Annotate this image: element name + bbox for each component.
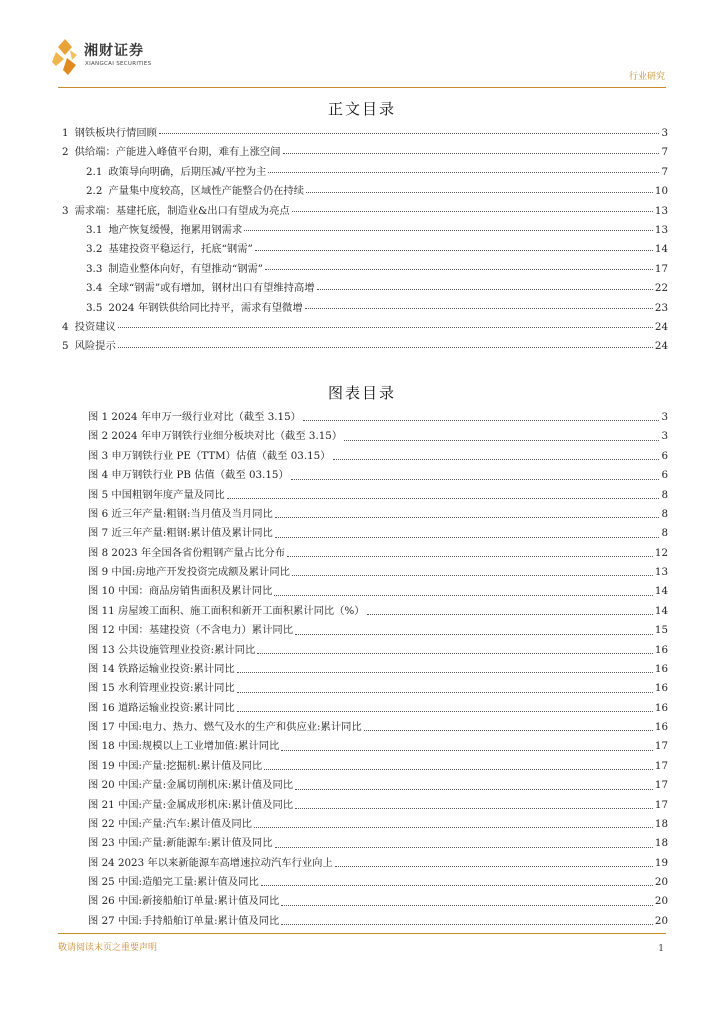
page-number: 1 xyxy=(658,944,664,954)
figure-entry-page: 8 xyxy=(661,527,668,540)
figure-entry-title: 图 22 中国:产量:汽车:累计值及同比 xyxy=(88,817,252,830)
toc-entry-title: 地产恢复缓慢，拖累用钢需求 xyxy=(108,223,243,236)
figure-entry-page: 13 xyxy=(654,566,668,578)
figure-entry-page: 17 xyxy=(654,740,668,753)
figure-entry-title: 图 11 房屋竣工面积、施工面积和新开工面积累计同比（%） xyxy=(88,604,365,617)
toc-entry-page: 10 xyxy=(654,185,668,198)
toc-entry-number: 3.5 xyxy=(86,301,103,314)
dot-leader xyxy=(264,769,653,770)
toc-entry-title: 投资建议 xyxy=(74,320,116,333)
figure-entry-title: 图 27 中国:手持船舶订单量:累计值及同比 xyxy=(88,914,280,927)
figure-entry[interactable] xyxy=(88,737,668,756)
dot-leader xyxy=(275,537,660,538)
figure-entry-page: 12 xyxy=(654,546,668,559)
toc-entry[interactable] xyxy=(58,299,668,318)
logo-mark-icon xyxy=(52,38,78,76)
dot-leader xyxy=(281,750,653,751)
figure-entry-title: 图 12 中国：基建投资（不含电力）累计同比 xyxy=(88,624,293,637)
toc-entry-number: 2 xyxy=(62,146,69,159)
dot-leader xyxy=(292,575,653,576)
toc-entry-page: 22 xyxy=(654,282,668,295)
figure-entry-page: 20 xyxy=(654,914,668,927)
figure-entry-page: 16 xyxy=(654,682,668,695)
figure-entry-title: 图 7 近三年产量:粗钢:累计值及累计同比 xyxy=(88,527,273,540)
figure-entry-page: 16 xyxy=(654,721,668,733)
toc-entry-page: 13 xyxy=(654,204,668,217)
toc-entry-page: 7 xyxy=(661,165,668,178)
toc-entry-title: 基建投资平稳运行，托底“钢需” xyxy=(108,243,253,256)
toc-entry-number: 4 xyxy=(62,320,69,333)
toc-entry-number: 2.1 xyxy=(86,165,103,178)
dot-leader xyxy=(295,789,653,790)
figure-entry-page: 20 xyxy=(654,895,668,908)
figure-entry-page: 16 xyxy=(654,701,668,714)
toc-entry-page: 13 xyxy=(654,223,668,236)
figure-entry-title: 图 14 铁路运输业投资:累计同比 xyxy=(88,662,235,675)
figure-entry-page: 8 xyxy=(661,507,668,520)
dot-leader xyxy=(237,672,653,673)
figure-entry[interactable] xyxy=(88,834,668,853)
figure-list xyxy=(88,408,668,931)
dot-leader xyxy=(227,498,660,499)
logo-name-en: XIANGCAI SECURITIES xyxy=(85,61,152,67)
figure-entry-page: 6 xyxy=(661,449,668,462)
figure-entry[interactable] xyxy=(88,757,668,776)
toc-entry-number: 3.4 xyxy=(86,282,103,295)
toc-entry-page: 17 xyxy=(654,262,668,275)
toc-entry[interactable] xyxy=(58,318,668,337)
dot-leader xyxy=(254,827,653,828)
figure-entry-page: 14 xyxy=(654,604,668,617)
toc-entry[interactable] xyxy=(58,163,668,182)
dot-leader xyxy=(275,847,653,848)
toc-entry-title: 全球“钢需”或有增加，钢材出口有望维持高增 xyxy=(108,282,315,295)
figure-entry[interactable] xyxy=(88,679,668,698)
toc-entry[interactable] xyxy=(58,143,668,162)
toc-entry-number: 2.2 xyxy=(86,185,103,198)
dot-leader xyxy=(364,730,653,731)
toc-entry-page: 24 xyxy=(654,340,668,353)
figure-entry[interactable] xyxy=(88,447,668,466)
figure-entry[interactable] xyxy=(88,602,668,621)
footer-divider xyxy=(58,933,666,934)
dot-leader xyxy=(261,885,653,886)
figure-entry-title: 图 3 申万钢铁行业 PE（TTM）估值（截至 03.15） xyxy=(88,449,331,462)
figure-entry-page: 16 xyxy=(654,643,668,656)
figure-list-title: 图表目录 xyxy=(327,384,396,402)
dot-leader xyxy=(367,614,653,615)
figure-entry[interactable] xyxy=(88,699,668,718)
toc-entry-title: 制造业整体向好，有望推动“钢需” xyxy=(108,262,264,275)
toc-entry-number: 5 xyxy=(62,340,69,353)
figure-entry[interactable] xyxy=(88,582,668,601)
dot-leader xyxy=(305,308,653,309)
toc-entry[interactable] xyxy=(58,202,668,221)
figure-entry[interactable] xyxy=(88,641,668,660)
figure-entry-page: 19 xyxy=(654,856,668,869)
dot-leader xyxy=(295,634,653,635)
figure-entry-page: 15 xyxy=(654,624,668,637)
logo-name-cn: 湘财证券 xyxy=(84,43,144,59)
toc-entry-title: 产量集中度较高，区域性产能整合仍在持续 xyxy=(108,185,305,198)
figure-entry-title: 图 9 中国:房地产开发投资完成额及累计同比 xyxy=(88,566,290,578)
dot-leader xyxy=(335,866,653,867)
toc-entry-title: 供给端：产能进入峰值平台期，难有上涨空间 xyxy=(74,146,281,159)
figure-entry-page: 14 xyxy=(654,585,668,598)
page-header xyxy=(0,0,724,90)
figure-entry-title: 图 18 中国:规模以上工业增加值:累计同比 xyxy=(88,740,280,753)
figure-entry-page: 3 xyxy=(661,430,668,443)
dot-leader xyxy=(255,250,653,251)
figure-entry-page: 20 xyxy=(654,876,668,888)
dot-leader xyxy=(274,595,652,596)
figure-entry-page: 17 xyxy=(654,759,668,772)
toc-entry[interactable] xyxy=(58,279,668,298)
dot-leader xyxy=(281,924,653,925)
toc-entry-page: 3 xyxy=(661,127,668,139)
figure-entry-title: 图 8 2023 年全国各省份粗钢产量占比分布 xyxy=(88,546,286,559)
dot-leader xyxy=(281,905,653,906)
dot-leader xyxy=(118,347,653,348)
toc-entry-number: 3.1 xyxy=(86,223,103,236)
dot-leader xyxy=(333,459,660,460)
dot-leader xyxy=(159,133,660,134)
figure-entry[interactable] xyxy=(88,427,668,446)
figure-entry[interactable] xyxy=(88,563,668,582)
dot-leader xyxy=(265,269,653,270)
toc-entry-title: 钢铁板块行情回顾 xyxy=(74,127,157,139)
dot-leader xyxy=(237,711,653,712)
dot-leader xyxy=(275,517,660,518)
toc-entry[interactable] xyxy=(58,124,668,143)
figure-entry-title: 图 21 中国:产量:金属成形机床:累计值及同比 xyxy=(88,798,294,811)
toc-entry-page: 14 xyxy=(654,243,668,256)
toc-entry[interactable] xyxy=(58,260,668,279)
toc-entry[interactable] xyxy=(58,221,668,240)
dot-leader xyxy=(303,420,660,421)
dot-leader xyxy=(295,808,653,809)
figure-entry-title: 图 2 2024 年申万钢铁行业细分板块对比（截至 3.15） xyxy=(88,430,343,443)
figure-entry-title: 图 4 申万钢铁行业 PB 估值（截至 03.15） xyxy=(88,469,289,482)
toc-title: 正文目录 xyxy=(327,100,396,118)
toc-entry-number: 3.2 xyxy=(86,243,103,256)
figure-entry[interactable] xyxy=(88,854,668,873)
toc-entry-page: 24 xyxy=(654,320,668,333)
figure-entry[interactable] xyxy=(88,660,668,679)
dot-leader xyxy=(118,327,653,328)
figure-entry[interactable] xyxy=(88,815,668,834)
toc-entry-title: 需求端：基建托底，制造业&出口有望成为亮点 xyxy=(74,204,290,217)
toc-entry[interactable] xyxy=(58,240,668,259)
figure-entry-title: 图 10 中国：商品房销售面积及累计同比 xyxy=(88,585,273,598)
figure-entry-title: 图 23 中国:产量:新能源车:累计值及同比 xyxy=(88,837,273,850)
dot-leader xyxy=(317,289,653,290)
figure-entry-page: 18 xyxy=(654,817,668,830)
disclaimer-note: 敬请阅读末页之重要声明 xyxy=(58,943,158,953)
figure-entry[interactable] xyxy=(88,912,668,931)
toc-entry-number: 3.3 xyxy=(86,262,103,275)
dot-leader xyxy=(306,192,653,193)
dot-leader xyxy=(283,153,660,154)
figure-entry-page: 3 xyxy=(661,411,668,423)
toc-entry[interactable] xyxy=(58,337,668,356)
figure-entry-title: 图 16 道路运输业投资:累计同比 xyxy=(88,701,235,714)
dot-leader xyxy=(287,556,653,557)
figure-entry-page: 18 xyxy=(654,837,668,850)
figure-entry[interactable] xyxy=(88,776,668,795)
figure-entry-page: 16 xyxy=(654,662,668,675)
toc-entry-page: 7 xyxy=(661,146,668,159)
figure-entry-title: 图 1 2024 年申万一级行业对比（截至 3.15） xyxy=(88,411,301,423)
toc-entry-title: 风险提示 xyxy=(74,340,116,353)
report-category: 行业研究 xyxy=(628,72,665,82)
figure-entry[interactable] xyxy=(88,544,668,563)
figure-entry[interactable] xyxy=(88,524,668,543)
figure-entry-title: 图 19 中国:产量:挖掘机:累计值及同比 xyxy=(88,759,263,772)
toc-entry-number: 3 xyxy=(62,204,69,217)
toc-entry-title: 2024 年钢铁供给同比持平，需求有望微增 xyxy=(108,301,303,314)
figure-entry-title: 图 26 中国:新接船舶订单量:累计值及同比 xyxy=(88,895,280,908)
figure-entry-page: 17 xyxy=(654,779,668,792)
figure-entry-title: 图 20 中国:产量:金属切削机床:累计值及同比 xyxy=(88,779,294,792)
figure-entry[interactable] xyxy=(88,796,668,815)
figure-entry-title: 图 13 公共设施管理业投资:累计同比 xyxy=(88,643,256,656)
dot-leader xyxy=(291,479,660,480)
dot-leader xyxy=(244,230,653,231)
toc-entry-number: 1 xyxy=(62,127,69,139)
dot-leader xyxy=(292,211,653,212)
figure-entry[interactable] xyxy=(88,621,668,640)
figure-entry[interactable] xyxy=(88,408,668,427)
figure-entry[interactable] xyxy=(88,466,668,485)
figure-entry[interactable] xyxy=(88,505,668,524)
dot-leader xyxy=(344,440,659,441)
toc-list xyxy=(58,124,668,357)
header-divider xyxy=(58,87,666,88)
figure-entry-title: 图 6 近三年产量:粗钢:当月值及当月同比 xyxy=(88,507,273,520)
dot-leader xyxy=(268,172,659,173)
figure-entry[interactable] xyxy=(88,718,668,737)
figure-entry[interactable] xyxy=(88,486,668,505)
figure-entry-title: 图 15 水利管理业投资:累计同比 xyxy=(88,682,235,695)
figure-entry-title: 图 17 中国:电力、热力、燃气及水的生产和供应业:累计同比 xyxy=(88,721,362,733)
figure-entry-title: 图 25 中国:造船完工量:累计值及同比 xyxy=(88,876,259,888)
figure-entry[interactable] xyxy=(88,892,668,911)
figure-entry-page: 17 xyxy=(654,798,668,811)
figure-entry[interactable] xyxy=(88,873,668,892)
figure-entry-title: 图 24 2023 年以来新能源车高增速拉动汽车行业向上 xyxy=(88,856,333,869)
toc-entry-page: 23 xyxy=(654,301,668,314)
figure-entry-page: 6 xyxy=(661,469,668,482)
dot-leader xyxy=(257,653,653,654)
figure-entry-page: 8 xyxy=(661,488,668,501)
figure-entry-title: 图 5 中国粗钢年度产量及同比 xyxy=(88,488,225,501)
toc-entry-title: 政策导向明确，后期压减/平控为主 xyxy=(108,165,267,178)
company-logo xyxy=(52,38,212,78)
dot-leader xyxy=(237,692,653,693)
toc-entry[interactable] xyxy=(58,182,668,201)
